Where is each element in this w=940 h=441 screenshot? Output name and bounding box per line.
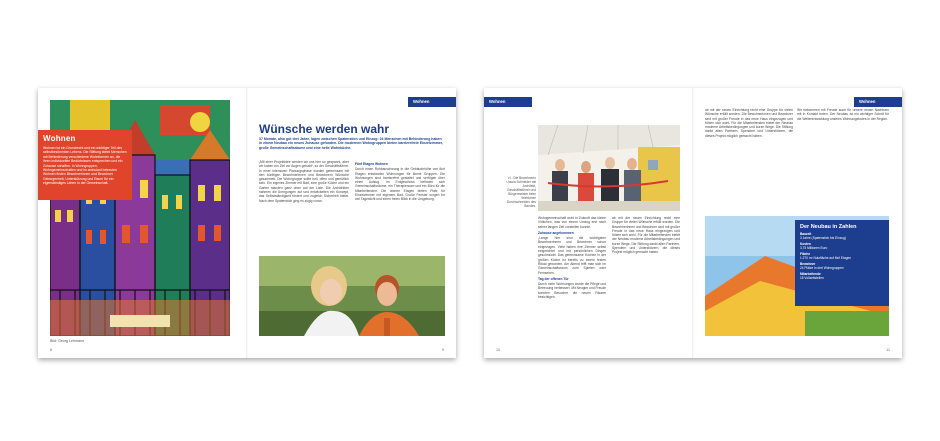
- column-1-text: „Mit einer Projektidee werden wir uns hier so gespannt, aber wir haben ein Ziel vor Augen gehabt“, so der Geschäftsführer. In einer intensiven Planungsphase wurden gemeinsam mit den künftigen Bewohnerinnen und Bewohnern Wünsche gesammelt. Die Wohngruppe sollte hell, offen und gemütlich sein. Ein eigenes Zimmer mit Bad, eine große Küche und ein Garten standen ganz oben auf der Liste. Die Architekten nahmen die Anregungen auf und entwickelten ein Konzept, das Selbstständigkeit fördert und zugleich Sicherheit bietet. Nach dem Spatenstich ging es zügig voran.: [259, 160, 349, 203]
- article-headline: Wünsche werden wahr: [259, 122, 390, 136]
- article-intro: 37 Monate, also gut drei Jahre, lagen zwischen Spatenstich und Einzug: 24 Menschen mit Behinderung haben in einem Neubau ein neues Zuhause gefunden. Die modernen Wohngruppen bieten barrierefreie Einzelzimmer, große Gemeinschaftsräume und eine helle Wohnküche.: [259, 137, 443, 150]
- fact-label: Fläche: [800, 252, 811, 256]
- left-spread: [38, 88, 456, 358]
- column-1-subheading-b: Tag der offenen Tür: [538, 276, 569, 281]
- wohnen-intro-box: [38, 130, 132, 200]
- page-number-right: 11: [886, 348, 890, 352]
- fact-value: 1.270 m² Nutzfläche auf fünf Etagen: [800, 256, 852, 260]
- column-1-text-b: „Lange hier sind die wichtigsten Bewohnerinnen und Bewohner schon eingezogen. Viele haben ihre Zimmer selbst eingerichtet und mit persönlichen Dingen geschmückt. Das gemeinsame Kochen in der großen Küche ist bereits zu einem festen Ritual geworden. Am Abend trifft man sich im Gemeinschaftsraum zum Spielen oder Fernsehen.: [538, 236, 606, 275]
- page-number-left: 8: [50, 348, 52, 352]
- column-2-subheading: Fünf Etagen Wohnen: [355, 162, 388, 166]
- report-column-2: [612, 216, 680, 344]
- top-text: ab mit der neuen Einrichtung recht eine Gruppe für vielen Wünsche erfüllt worden. Die Bewohnerinnen und Bewohner sind mit großer Freude in das neue Haus eingezogen und fühlen sich wohl. Für die Mitarbeitenden bietet der Neubau moderne Arbeitsbedingungen und kurze Wege. Die Stiftung dankt allen Partnern, Spendern und Unterstützern, die dieses Projekt möglich gemacht haben.: [705, 108, 793, 138]
- report-column-1: [538, 216, 606, 344]
- column-1-subheading: Zuhause angekommen: [538, 230, 574, 235]
- report-page-left: [484, 88, 693, 358]
- wohnen-box-text: Wohnen ist ein Grundrecht und ein wichtiger Teil des selbstbestimmten Lebens. Die Stiftung bietet Menschen mit Behinderung verschiedene Wohnformen an, die ihren individuellen Bedürfnissen entsprechen und ein Zuhause schaffen. In Wohngruppen, Wohngemeinschaften und im ambulant betreuten Wohnen finden Bewohnerinnen und Bewohner Geborgenheit, Unterstützung und Raum für ein eigenständiges Leben in der Gemeinschaft.: [43, 146, 127, 186]
- section-tab: Wohnen: [854, 97, 902, 107]
- page-number-left: 10: [496, 348, 500, 352]
- report-page-right: [693, 88, 902, 358]
- right-spread: [484, 88, 902, 358]
- fact-value: 3,75 Millionen Euro: [800, 246, 828, 250]
- column-1-text-c: Durch mehr Wohnungen wurde die Pflege und Betreuung verbessert. Mit Neugier und Freude konnten Besucher die neuen Räume besichtigen.: [538, 282, 606, 300]
- fact-label: Mitarbeitende: [800, 272, 821, 276]
- section-tab: Wohnen: [484, 97, 532, 107]
- fact-value: 24 Plätze in drei Wohngruppen: [800, 266, 844, 270]
- facts-box: [795, 220, 889, 306]
- fact-value: 18 Vollzeitstellen: [800, 276, 824, 280]
- facts-box-title: Der Neubau in Zahlen: [800, 224, 857, 230]
- artwork-caption: Bild: Georg Lehmann: [50, 339, 84, 343]
- ribbon-cutting-photo: [538, 125, 680, 211]
- article-column-2: [355, 160, 445, 252]
- top-text-2: Wir bekommen mit Freude auch für unsere neuen Nachbarn mit in Kontakt treten. Der Neubau ist ein wichtiger Schritt für die Weiterentwicklung unseres Wohnangebotes in der Region.: [797, 108, 889, 121]
- report-top-text-2: [797, 108, 889, 148]
- fact-value: 3 Jahre (Spatenstich bis Einzug): [800, 236, 846, 240]
- article-photo: [259, 256, 445, 336]
- fact-label: Bauzeit: [800, 232, 812, 236]
- page-number-right: 9: [442, 348, 444, 352]
- column-1-text: Wohngemeinschaft wohl in Zukunft das kleine Völkchen, was von einem Umzug erst nach seiner langen Zeit vorstellen konnte.: [538, 216, 606, 229]
- fact-label: Bewohner: [800, 262, 816, 266]
- section-tab: Wohnen: [408, 97, 456, 107]
- fact-label: Kosten: [800, 242, 811, 246]
- photo-caption: v.l.: Die Bewohnerin Ursula Schneider mit Architekt, Geschäftsführer und Bürgermeister beim feierlichen Durchschneiden des Bandes.: [506, 176, 536, 208]
- article-column-1: [259, 160, 349, 252]
- wohnen-box-title: Wohnen: [43, 134, 76, 143]
- report-top-text: [705, 108, 793, 212]
- art-page: [38, 88, 247, 358]
- column-2-text: ab mit der neuen Einrichtung recht eine Gruppe für vielen Wünsche erfüllt worden. Die Bewohnerinnen und Bewohner sind mit großer Freude in das neue Haus eingezogen und fühlen sich wohl. Für die Mitarbeitenden bietet der Neubau moderne Arbeitsbedingungen und kurze Wege. Die Stiftung dankt allen Partnern, Spendern und Unterstützern, die dieses Projekt möglich gemacht haben.: [612, 216, 680, 255]
- article-page: [247, 88, 456, 358]
- column-2-text: Durch einen Rohbauschwung in die Gebäudehöhe von fünf Etagen entstanden Wohnungen für kleine Gruppen. Die Wohnungen sind barrierefrei gestaltet und verfügen über einen Aufzug. Im Erdgeschoss befinden sich Gemeinschaftsräume, ein Therapieraum und ein Büro für die Mitarbeitenden. Die oberen Etagen bieten Platz für Einzelzimmer mit eigenem Bad. Große Fenster sorgen für viel Tageslicht und einen freien Blick in die Umgebung.: [355, 167, 445, 202]
